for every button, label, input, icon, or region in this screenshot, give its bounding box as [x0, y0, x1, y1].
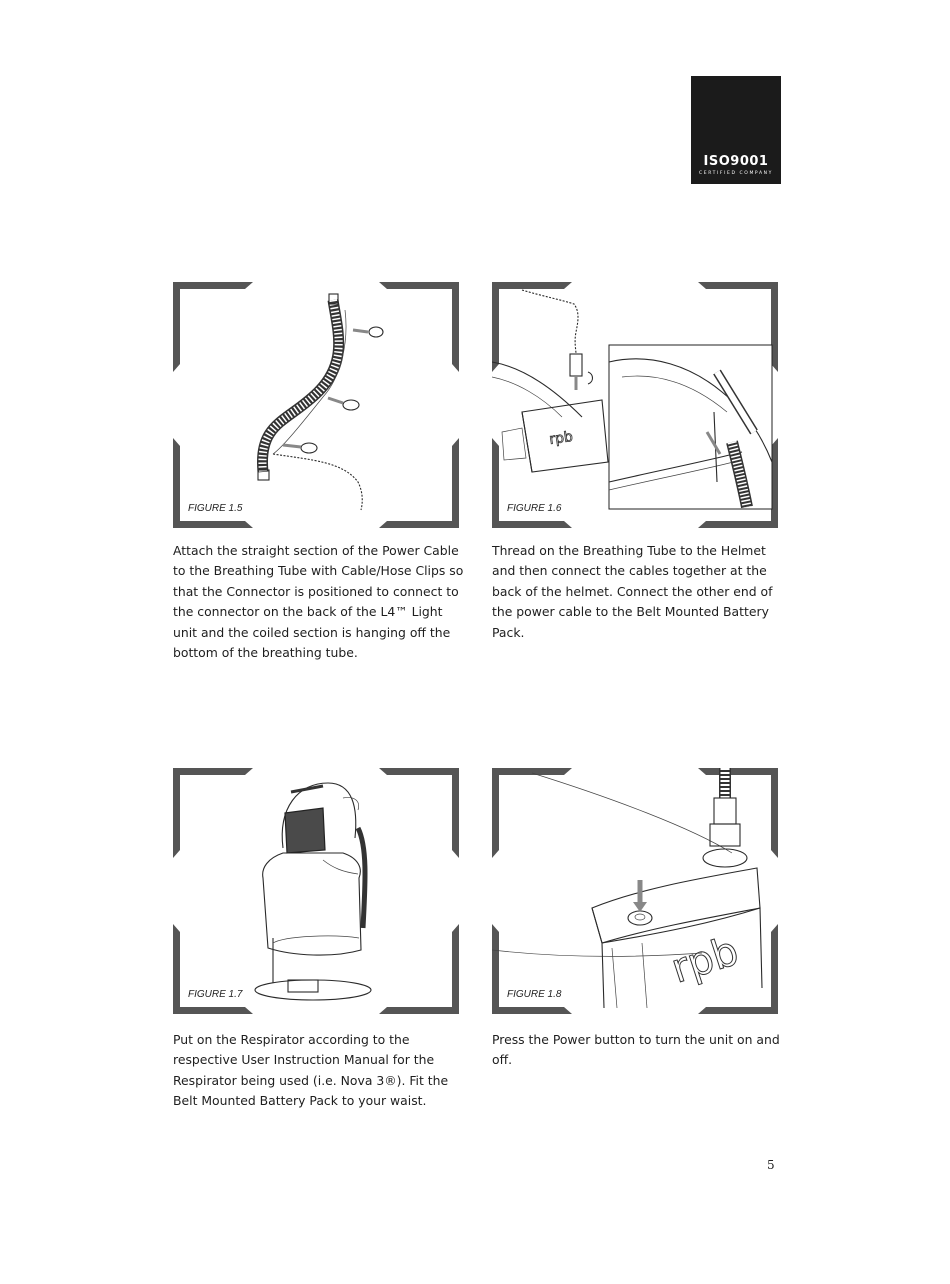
figure-1-7-illustration: [173, 768, 459, 1014]
figure-1-5-label: FIGURE 1.5: [188, 503, 243, 514]
figure-1-8-instructions: Press the Power button to turn the unit on and off.: [492, 1032, 780, 1068]
figure-1-6-label: FIGURE 1.6: [507, 503, 562, 514]
figure-1-6-illustration: [492, 282, 778, 528]
figure-1-5-illustration: [173, 282, 459, 528]
badge-title: ISO9001: [703, 154, 769, 169]
figure-1-5: [173, 282, 459, 528]
figure-1-5-instructions: Attach the straight section of the Power Cable to the Breathing Tube with Cable/Hose Clips so that the Connector is positioned to connect to the connector on the back of the L4™ Light unit and the coiled section is hanging off the bottom of the breathing tube.: [173, 543, 464, 661]
svg-text:rpb: rpb: [548, 428, 574, 448]
figure-1-7-instructions: Put on the Respirator according to the respective User Instruction Manual for the Respirator being used (i.e. Nova 3®). Fit the Belt Mounted Battery Pack to your waist.: [173, 1032, 449, 1109]
iso9001-badge: [691, 76, 781, 184]
figure-1-6: [492, 282, 778, 528]
badge-subtitle: CERTIFIED COMPANY: [699, 171, 773, 176]
figure-1-8-label: FIGURE 1.8: [507, 989, 562, 1000]
figure-1-7-label: FIGURE 1.7: [188, 989, 243, 1000]
figure-1-8-illustration: [492, 768, 778, 1014]
svg-text:rpb: rpb: [665, 927, 745, 993]
figure-1-8: [492, 768, 778, 1014]
page-number: 5: [767, 1158, 775, 1172]
figure-1-7: [173, 768, 459, 1014]
figure-1-6-instructions: Thread on the Breathing Tube to the Helmet and then connect the cables together at the back of the helmet. Connect the other end of the power cable to the Belt Mounted Battery Pack.: [492, 543, 773, 640]
